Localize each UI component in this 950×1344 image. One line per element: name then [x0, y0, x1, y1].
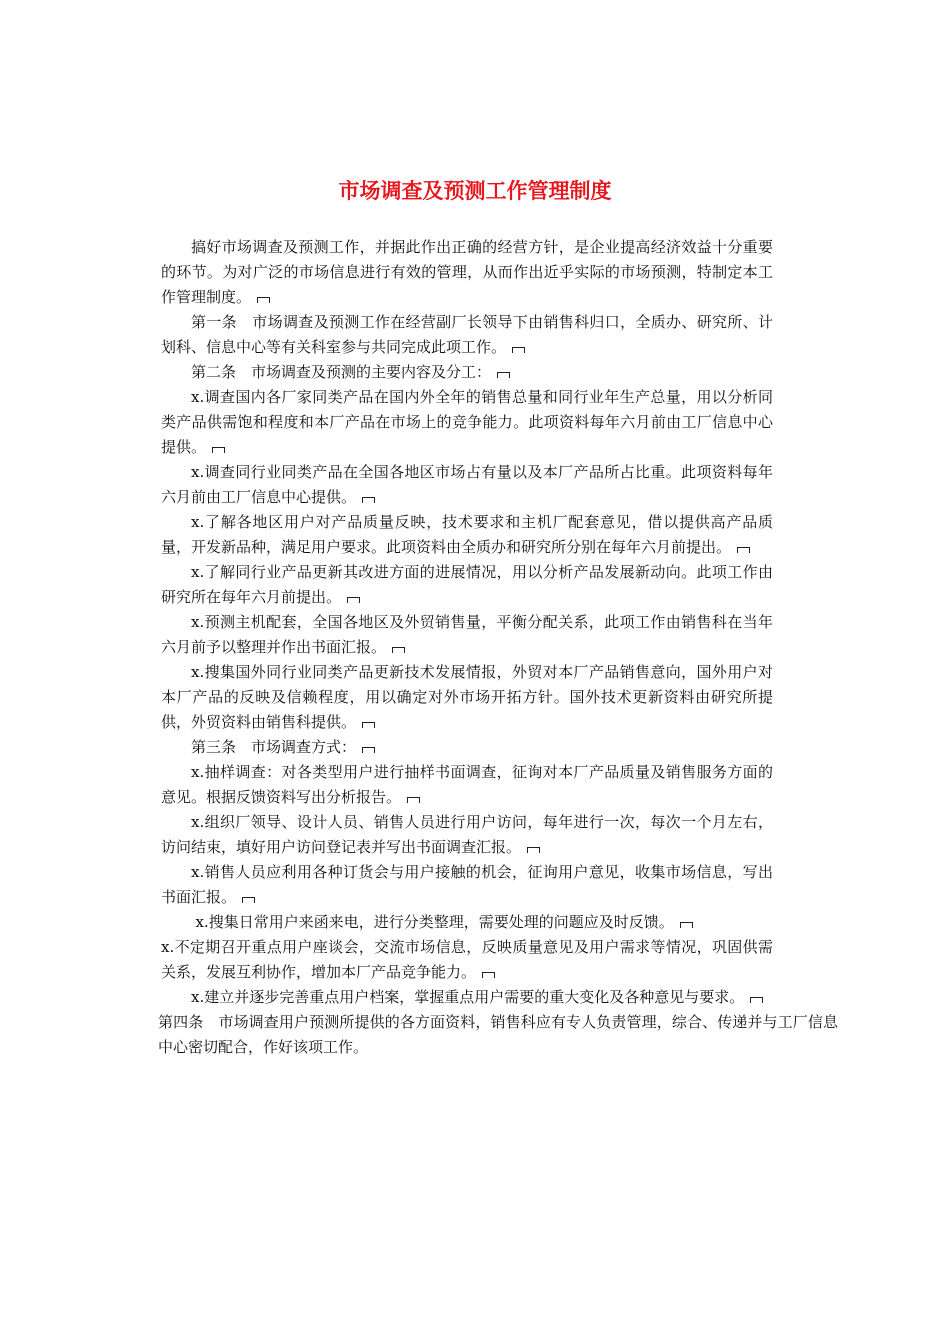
paragraph-mark-icon — [257, 297, 270, 303]
list-item-text: x.销售人员应利用各种订货会与用户接触的机会，征询用户意见，收集市场信息，写出书面汇报。 — [161, 863, 773, 906]
list-item-text: x.建立并逐步完善重点用户档案，掌握重点用户需要的重大变化及各种意见与要求。 — [191, 988, 745, 1006]
list-item — [161, 985, 773, 1010]
list-item — [161, 460, 773, 510]
paragraph-mark-icon — [750, 997, 763, 1003]
list-item-text: x.了解同行业产品更新其改进方面的进展情况，用以分析产品发展新动向。此项工作由研究所在每年六月前提出。 — [161, 563, 773, 606]
list-item — [161, 660, 773, 735]
paragraph-mark-icon — [362, 747, 375, 753]
article-2-heading-text: 第二条 市场调查及预测的主要内容及分工： — [191, 363, 492, 381]
list-item-text: x.搜集日常用户来函来电，进行分类整理，需要处理的问题应及时反馈。 — [195, 913, 674, 931]
list-item — [161, 810, 773, 860]
list-item-text: x.不定期召开重点用户座谈会，交流市场信息，反映质量意见及用户需求等情况，巩固供需关系，发展互利协作，增加本厂产品竞争能力。 — [161, 938, 773, 981]
article-2-heading — [161, 360, 773, 385]
paragraph-mark-icon — [680, 922, 693, 928]
paragraph-mark-icon — [527, 847, 540, 853]
article-4 — [158, 1010, 838, 1060]
intro-paragraph — [161, 235, 773, 310]
paragraph-mark-icon — [242, 897, 255, 903]
paragraph-mark-icon — [497, 372, 510, 378]
list-item-text: x.调查国内各厂家同类产品在国内外全年的销售总量和同行业年生产总量，用以分析同类产品供需饱和程度和本厂产品在市场上的竞争能力。此项资料每年六月前由工厂信息中心提供。 — [161, 388, 773, 456]
paragraph-mark-icon — [347, 597, 360, 603]
article-3-heading — [161, 735, 773, 760]
paragraph-mark-icon — [362, 497, 375, 503]
list-item-text: x.搜集国外同行业同类产品更新技术发展情报，外贸对本厂产品销售意向，国外用户对本厂产品的反映及信赖程度，用以确定对外市场开拓方针。国外技术更新资料由研究所提供，外贸资料由销售科提供。 — [161, 663, 773, 731]
list-item-text: x.抽样调查：对各类型用户进行抽样书面调查，征询对本厂产品质量及销售服务方面的意见。根据反馈资料写出分析报告。 — [161, 763, 773, 806]
list-item-text: x.组织厂领导、设计人员、销售人员进行用户访问，每年进行一次，每次一个月左右，访问结束，填好用户访问登记表并写出书面调查汇报。 — [161, 813, 773, 856]
paragraph-mark-icon — [482, 972, 495, 978]
article-1 — [161, 310, 773, 360]
paragraph-mark-icon — [407, 797, 420, 803]
list-item — [161, 385, 773, 460]
document-title: 市场调查及预测工作管理制度 — [338, 179, 612, 203]
list-item — [161, 935, 773, 985]
list-item — [161, 560, 773, 610]
paragraph-mark-icon — [212, 447, 225, 453]
list-item-text: x.了解各地区用户对产品质量反映，技术要求和主机厂配套意见，借以提供高产品质量，开发新品种，满足用户要求。此项资料由全质办和研究所分别在每年六月前提出。 — [161, 513, 773, 556]
list-item — [161, 510, 773, 560]
paragraph-mark-icon — [737, 547, 750, 553]
article-4-text: 第四条 市场调查用户预测所提供的各方面资料，销售科应有专人负责管理，综合、传递并与工厂信息中心密切配合，作好该项工作。 — [158, 1013, 838, 1056]
document-body — [158, 235, 838, 1060]
list-item-text: x.预测主机配套，全国各地区及外贸销售量，平衡分配关系，此项工作由销售科在当年六月前予以整理并作出书面汇报。 — [161, 613, 773, 656]
article-1-text: 第一条 市场调查及预测工作在经营副厂长领导下由销售科归口，全质办、研究所、计划科、信息中心等有关科室参与共同完成此项工作。 — [161, 313, 773, 356]
list-item — [161, 610, 773, 660]
article-3-heading-text: 第三条 市场调查方式： — [191, 738, 357, 756]
paragraph-mark-icon — [512, 347, 525, 353]
list-item — [161, 760, 773, 810]
list-item-text: x.调查同行业同类产品在全国各地区市场占有量以及本厂产品所占比重。此项资料每年六月前由工厂信息中心提供。 — [161, 463, 773, 506]
paragraph-mark-icon — [392, 647, 405, 653]
list-item — [161, 860, 773, 910]
intro-text: 搞好市场调查及预测工作，并据此作出正确的经营方针，是企业提高经济效益十分重要的环节。为对广泛的市场信息进行有效的管理，从而作出近乎实际的市场预测，特制定本工作管理制度。 — [161, 238, 773, 306]
paragraph-mark-icon — [362, 722, 375, 728]
list-item — [161, 910, 773, 935]
